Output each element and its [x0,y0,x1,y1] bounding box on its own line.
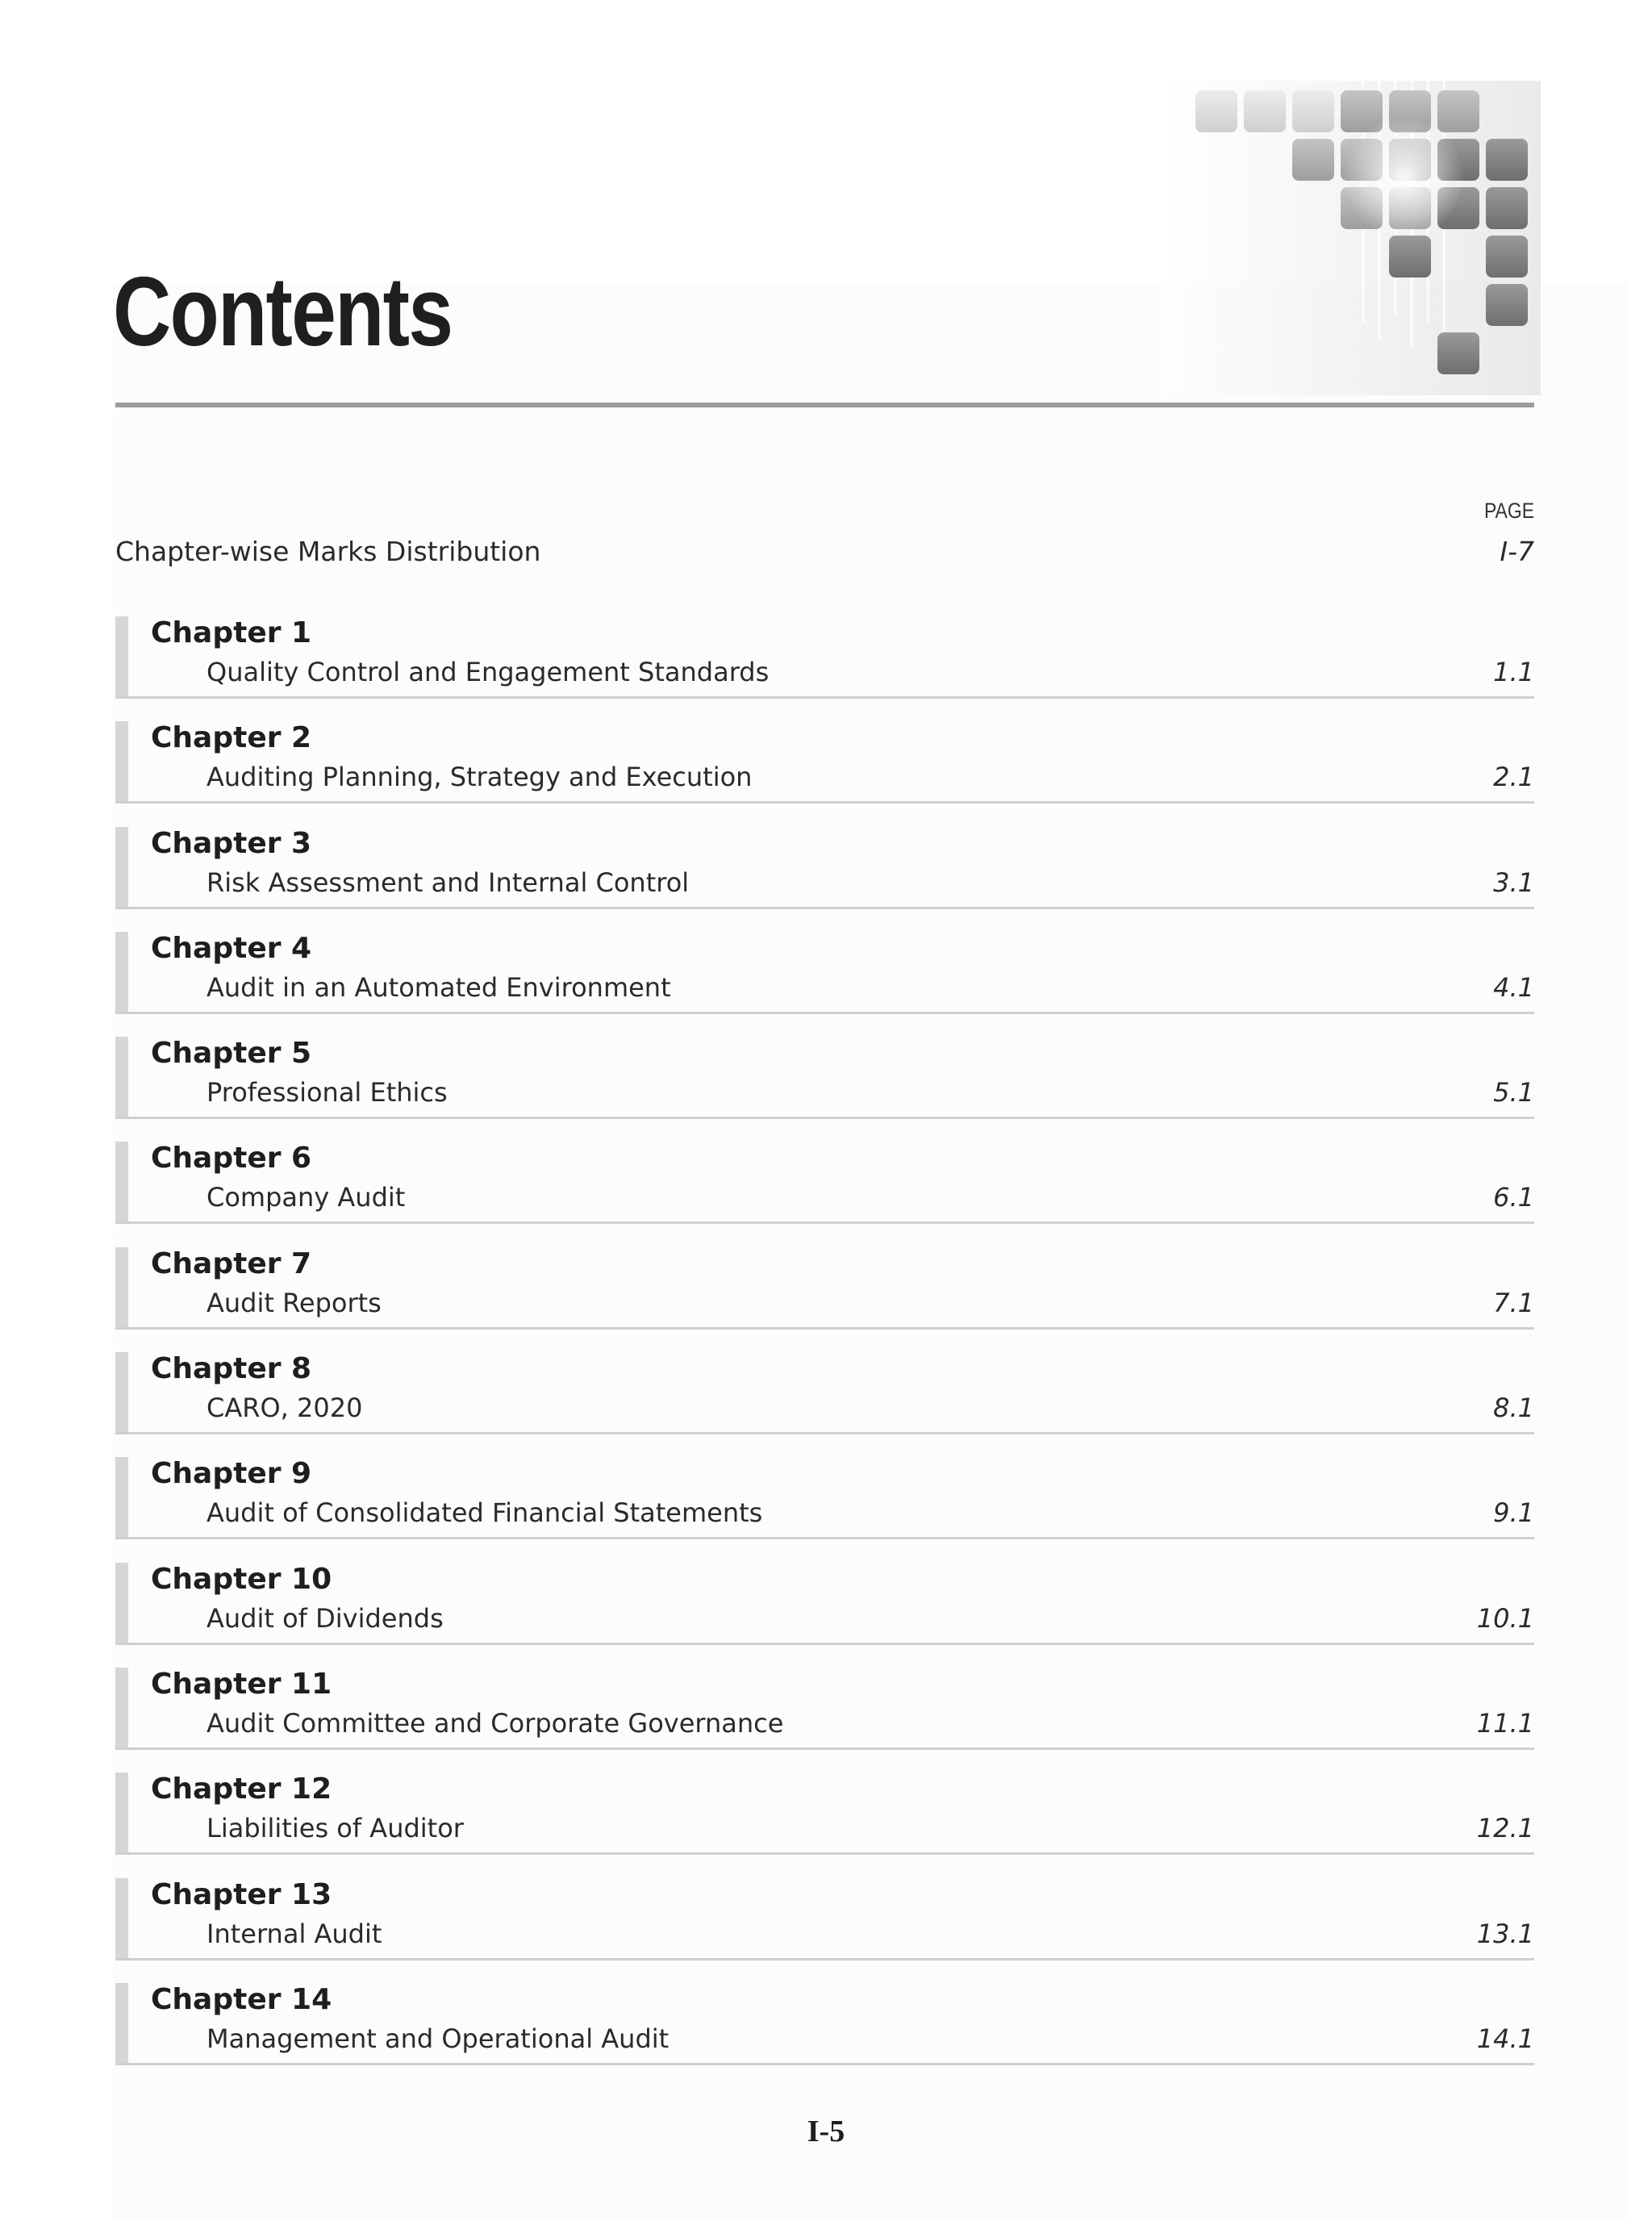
entry-page-number: I-7 [1500,536,1534,567]
chapter-accent-bar [115,932,128,1012]
marks-distribution-entry[interactable] [115,536,1534,574]
chapter-page-number: 13.1 [1476,1918,1534,1949]
chapter-accent-bar [115,721,128,801]
chapter-entry-1[interactable] [115,616,1534,699]
chapter-entry-5[interactable] [115,1037,1534,1119]
chapter-entry-11[interactable] [115,1668,1534,1750]
chapter-page-number: 7.1 [1493,1287,1534,1318]
chapter-number: Chapter 2 [151,721,312,755]
chapter-title: Audit of Dividends [206,1602,444,1634]
chapter-title: Audit of Consolidated Financial Statements [206,1497,763,1529]
chapter-accent-bar [115,616,128,696]
chapter-number: Chapter 3 [151,826,312,860]
chapter-page-number: 8.1 [1493,1392,1534,1424]
chapter-accent-bar [115,1142,128,1221]
chapter-page-number: 6.1 [1493,1182,1534,1213]
chapter-entry-4[interactable] [115,932,1534,1014]
chapter-title: Liabilities of Auditor [206,1813,464,1844]
chapter-accent-bar [115,1878,128,1958]
chapter-accent-bar [115,1983,128,2063]
chapter-number: Chapter 10 [151,1562,332,1596]
chapter-number: Chapter 9 [151,1457,312,1491]
chapter-title: Audit Committee and Corporate Governance [206,1707,784,1739]
chapter-entry-6[interactable] [115,1142,1534,1224]
chapter-accent-bar [115,827,128,907]
chapter-page-number: 10.1 [1476,1602,1534,1634]
chapter-title: Professional Ethics [206,1077,448,1109]
chapter-entry-13[interactable] [115,1878,1534,1960]
chapter-number: Chapter 12 [151,1772,332,1806]
chapter-entry-8[interactable] [115,1352,1534,1434]
chapter-title: Audit in an Automated Environment [206,971,671,1003]
chapter-entry-3[interactable] [115,827,1534,909]
chapter-accent-bar [115,1772,128,1852]
chapter-entry-10[interactable] [115,1563,1534,1645]
page-title: Contents [113,257,453,366]
chapter-number: Chapter 6 [151,1142,312,1175]
chapter-title: Internal Audit [206,1918,382,1949]
chapter-number: Chapter 1 [151,616,312,649]
chapter-page-number: 4.1 [1493,971,1534,1003]
chapter-page-number: 2.1 [1493,762,1534,793]
chapter-number: Chapter 7 [151,1246,312,1280]
chapter-page-number: 3.1 [1493,866,1534,898]
chapter-accent-bar [115,1563,128,1643]
chapter-page-number: 9.1 [1493,1497,1534,1529]
chapter-number: Chapter 14 [151,1982,332,2016]
chapter-title: Auditing Planning, Strategy and Execution [206,762,753,793]
chapter-accent-bar [115,1247,128,1327]
page-folio: I-5 [807,2115,845,2148]
chapter-page-number: 14.1 [1476,2023,1534,2054]
chapter-page-number: 1.1 [1493,657,1534,687]
chapter-page-number: 5.1 [1493,1077,1534,1109]
chapter-number: Chapter 11 [151,1667,332,1701]
title-divider [115,403,1534,407]
chapter-title: Quality Control and Engagement Standards [206,657,770,687]
chapter-number: Chapter 5 [151,1037,312,1071]
chapter-list [115,616,1534,2088]
chapter-accent-bar [115,1457,128,1537]
chapter-entry-12[interactable] [115,1772,1534,1855]
chapter-title: CARO, 2020 [206,1392,363,1424]
chapter-entry-14[interactable] [115,1983,1534,2065]
chapter-entry-2[interactable] [115,721,1534,804]
chapter-number: Chapter 8 [151,1352,312,1386]
chapter-number: Chapter 4 [151,931,312,965]
chapter-title: Company Audit [206,1182,406,1213]
chapter-title: Risk Assessment and Internal Control [206,866,690,898]
decorative-tile-graphic [1162,81,1541,395]
chapter-accent-bar [115,1037,128,1117]
page-column-label: PAGE [1483,499,1534,523]
chapter-title: Audit Reports [206,1287,382,1318]
chapter-accent-bar [115,1668,128,1747]
chapter-page-number: 12.1 [1476,1813,1534,1844]
chapter-entry-7[interactable] [115,1247,1534,1330]
chapter-page-number: 11.1 [1476,1707,1534,1739]
chapter-entry-9[interactable] [115,1457,1534,1539]
entry-title: Chapter-wise Marks Distribution [115,536,541,567]
chapter-title: Management and Operational Audit [206,2023,670,2054]
chapter-accent-bar [115,1352,128,1432]
chapter-number: Chapter 13 [151,1877,332,1911]
